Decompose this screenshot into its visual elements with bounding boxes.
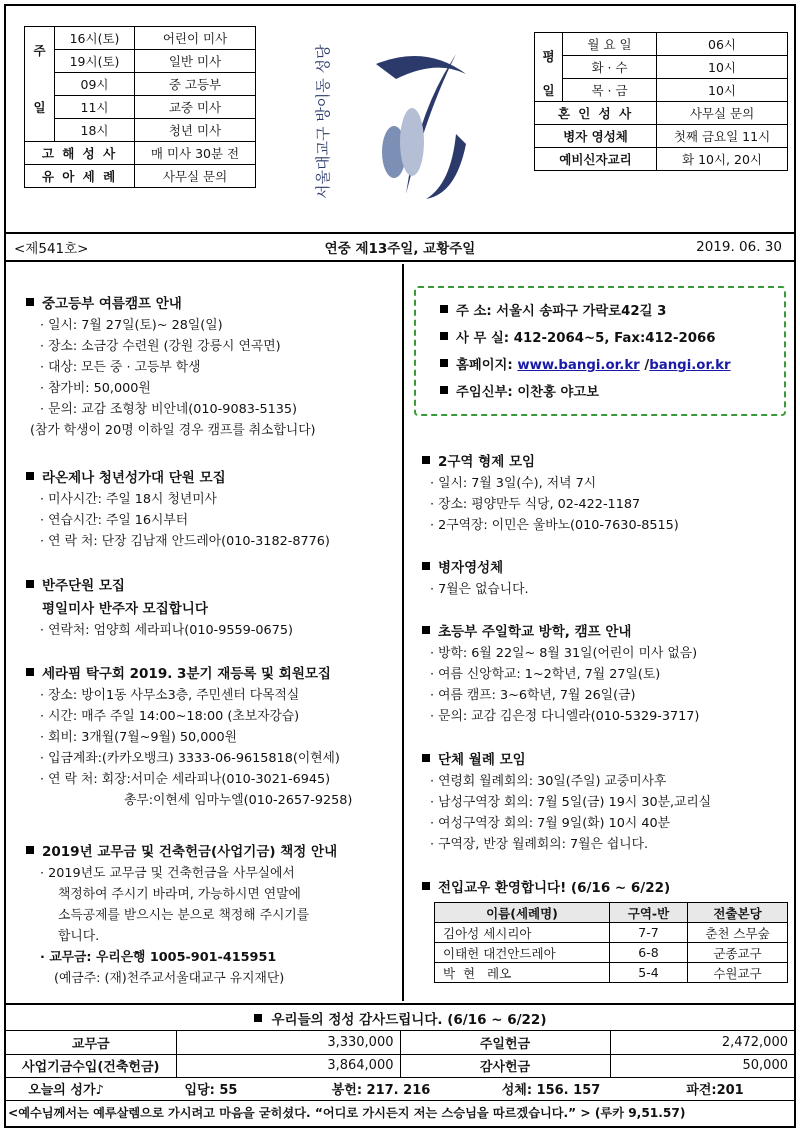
- table-cell: 수원교구: [688, 963, 788, 983]
- section-heading: 반주단원 모집: [42, 578, 125, 594]
- list-item: · 여름 신앙학교: 1~2학년, 7월 27일(토): [430, 667, 661, 682]
- wedding-label: 혼 인 성 사: [535, 102, 657, 125]
- list-item: · 장소: 소금강 수련원 (강원 강릉시 연곡면): [40, 339, 281, 354]
- bullet-square-icon: [26, 298, 34, 306]
- table-cell: 춘천 스무숲: [688, 923, 788, 943]
- list-item: · 연 락 처: 단장 김남재 안드레아(010-3182-8776): [40, 534, 330, 549]
- hymns-row: [6, 1078, 794, 1101]
- weekday-day: 목 · 금: [563, 79, 657, 102]
- section-subheading: 평일미사 반주자 모집합니다: [42, 601, 208, 617]
- sunday-schedule-table: [24, 26, 256, 188]
- finance-label: 사업기금수입(건축헌금): [6, 1054, 176, 1077]
- header: [6, 6, 794, 234]
- mass-time: 19시(토): [55, 50, 135, 73]
- offerings-footer: [6, 1003, 794, 1126]
- confession-value: 매 미사 30분 전: [135, 142, 256, 165]
- pastor: 주임신부: 이찬홍 야고보: [456, 385, 600, 400]
- section-heading: 전입교우 환영합니다! (6/16 ~ 6/22): [438, 880, 671, 896]
- account-line: · 교무금: 우리은행 1005-901-415951: [40, 950, 277, 965]
- table-cell: 5-4: [610, 963, 688, 983]
- list-item: 소득공제를 받으시는 분으로 책정해 주시기를: [58, 908, 310, 923]
- list-item: · 회비: 3개월(7월~9월) 50,000원: [40, 730, 238, 745]
- sick-communion-section: [422, 556, 529, 600]
- bullet-square-icon: [440, 332, 448, 340]
- finance-value: 3,864,000: [176, 1054, 400, 1077]
- title-bar: [6, 234, 794, 262]
- bullet-square-icon: [26, 580, 34, 588]
- bullet-square-icon: [26, 472, 34, 480]
- section-heading: 단체 월례 모임: [438, 752, 526, 768]
- finance-value: 50,000: [610, 1054, 794, 1077]
- right-column: [406, 264, 794, 1001]
- newcomers-section: [422, 876, 670, 899]
- bulletin-frame: [4, 4, 796, 1128]
- confession-label: 고 해 성 사: [25, 142, 135, 165]
- list-item: · 구역장, 반장 월례회의: 7월은 쉽니다.: [430, 837, 649, 852]
- table-cell: 7-7: [610, 923, 688, 943]
- hymn-offertory: 봉헌: 217. 216: [331, 1083, 431, 1098]
- column-header: 전출본당: [688, 903, 788, 923]
- list-item: · 문의: 교감 김은정 다니엘라(010-5329-3717): [430, 709, 700, 724]
- bullet-square-icon: [422, 562, 430, 570]
- camp-section: [26, 292, 316, 441]
- list-item: · 여름 캠프: 3~6학년, 7월 26일(금): [430, 688, 636, 703]
- weekday-time: 06시: [657, 33, 788, 56]
- sick-communion-label: 병자 영성체: [535, 125, 657, 148]
- bullet-square-icon: [422, 626, 430, 634]
- sick-communion-value: 첫째 금요일 11시: [657, 125, 788, 148]
- table-row: [435, 963, 788, 983]
- list-item: · 7월은 없습니다.: [430, 582, 529, 597]
- note: (참가 학생이 20명 이하일 경우 캠프를 취소합니다): [30, 423, 316, 438]
- section-heading: 병자영성체: [438, 560, 504, 576]
- list-item: · 남성구역장 회의: 7월 5일(금) 19시 30분,교리실: [430, 795, 712, 810]
- thanks-heading: 우리들의 정성 감사드립니다. (6/16 ~ 6/22): [271, 1011, 547, 1028]
- logo-text: 서울대교구 방이동 성당: [314, 44, 332, 199]
- list-item: · 문의: 교감 조형창 비안네(010-9083-5135): [40, 402, 298, 417]
- finance-table: [6, 1031, 794, 1078]
- mass-time: 11시: [55, 96, 135, 119]
- office-phone: 사 무 실: 412-2064~5, Fax:412-2066: [456, 331, 716, 346]
- section-heading: 세라핌 탁구회 2019. 3분기 재등록 및 회원모집: [42, 666, 331, 682]
- list-item: · 연습시간: 주일 16시부터: [40, 513, 189, 528]
- district-section: [422, 450, 679, 536]
- weekday-label-top: 평: [535, 33, 563, 79]
- bullet-square-icon: [254, 1014, 262, 1022]
- hymn-entrance: 입당: 55: [184, 1083, 238, 1098]
- bullet-square-icon: [440, 305, 448, 313]
- list-item: · 입금계좌:(카카오뱅크) 3333-06-9615818(이현세): [40, 751, 340, 766]
- section-heading: 2구역 형제 모임: [438, 454, 536, 470]
- bulletin-date: 2019. 06. 30: [696, 239, 782, 255]
- infant-baptism-value: 사무실 문의: [135, 165, 256, 188]
- contact-box: [414, 286, 786, 416]
- mass-name: 중 고등부: [135, 73, 256, 96]
- homepage-label: 홈페이지:: [456, 358, 518, 373]
- table-cell: 군종교구: [688, 943, 788, 963]
- table-row: [435, 943, 788, 963]
- parish-logo: [306, 24, 476, 214]
- weekday-time: 10시: [657, 56, 788, 79]
- list-item: · 2019년도 교무금 및 건축헌금을 사무실에서: [40, 866, 295, 881]
- homepage-link-short[interactable]: bangi.or.kr: [649, 358, 731, 373]
- finance-value: 3,330,000: [176, 1031, 400, 1054]
- list-item: · 연 락 처: 회장:서미순 세라피나(010-3021-6945): [40, 772, 331, 787]
- address: 주 소: 서울시 송파구 가락로42길 3: [456, 304, 667, 319]
- list-item: 합니다.: [58, 929, 100, 944]
- finance-label: 감사헌금: [400, 1054, 610, 1077]
- section-heading: 라온제나 청년성가대 단원 모집: [42, 470, 226, 486]
- list-item: · 연령회 월례회의: 30일(주일) 교중미사후: [430, 774, 667, 789]
- catechumen-value: 화 10시, 20시: [657, 148, 788, 171]
- left-column: [6, 264, 404, 1001]
- hymns-label: 오늘의 성가♪: [28, 1083, 104, 1098]
- scripture-verse: <예수님께서는 예루살렘으로 가시려고 마음을 굳히셨다. “어디로 가시든지 저는 스승님을 따르겠습니다.” > (루카 9,51.57): [8, 1106, 686, 1120]
- weekday-day: 월 요 일: [563, 33, 657, 56]
- account-holder: (예금주: (재)천주교서울대교구 유지재단): [54, 971, 285, 986]
- table-row: [6, 1031, 794, 1054]
- dues-section: [26, 840, 337, 989]
- weekday-label-bottom: 일: [535, 79, 563, 102]
- column-header: 이름(세례명): [435, 903, 610, 923]
- sunday-label-bottom: 일: [25, 73, 55, 142]
- mass-name: 어린이 미사: [135, 27, 256, 50]
- list-item: · 장소: 평양만두 식당, 02-422-1187: [430, 497, 641, 512]
- column-header: 구역-반: [610, 903, 688, 923]
- list-item: · 장소: 방이1동 사무소3층, 주민센터 다목적실: [40, 688, 300, 703]
- table-cell: 김아성 세시리아: [435, 923, 610, 943]
- section-heading: 2019년 교무금 및 건축헌금(사업기금) 책정 안내: [42, 844, 338, 860]
- accompanist-section: [26, 574, 293, 641]
- wedding-value: 사무실 문의: [657, 102, 788, 125]
- list-item: · 미사시간: 주일 18시 청년미사: [40, 492, 217, 507]
- weekday-day: 화 · 수: [563, 56, 657, 79]
- section-heading: 중고등부 여름캠프 안내: [42, 296, 182, 312]
- homepage-link[interactable]: www.bangi.or.kr: [517, 358, 640, 373]
- bullet-square-icon: [440, 386, 448, 394]
- table-cell: 박 현 레오: [435, 963, 610, 983]
- finance-label: 교무금: [6, 1031, 176, 1054]
- bullet-square-icon: [440, 359, 448, 367]
- list-item: 총무:이현세 임마누엘(010-2657-9258): [124, 793, 353, 808]
- list-item: · 일시: 7월 27일(토)~ 28일(일): [40, 318, 223, 333]
- choir-section: [26, 466, 330, 552]
- newcomers-table: [434, 902, 788, 983]
- pingpong-section: [26, 662, 352, 811]
- catechumen-label: 예비신자교리: [535, 148, 657, 171]
- list-item: · 일시: 7월 3일(수), 저녁 7시: [430, 476, 597, 491]
- list-item: · 연락처: 엄양희 세라피나(010-9559-0675): [40, 623, 293, 638]
- finance-value: 2,472,000: [610, 1031, 794, 1054]
- weekday-time: 10시: [657, 79, 788, 102]
- bullet-square-icon: [26, 846, 34, 854]
- sunday-school-section: [422, 620, 699, 727]
- mass-time: 18시: [55, 119, 135, 142]
- infant-baptism-label: 유 아 세 례: [25, 165, 135, 188]
- list-item: · 여성구역장 회의: 7월 9일(화) 10시 40분: [430, 816, 670, 831]
- weekday-schedule-table: [534, 32, 788, 171]
- mass-name: 청년 미사: [135, 119, 256, 142]
- section-heading: 초등부 주일학교 방학, 캠프 안내: [438, 624, 632, 640]
- list-item: · 참가비: 50,000원: [40, 381, 151, 396]
- mass-time: 09시: [55, 73, 135, 96]
- homepage-separator: /: [639, 358, 650, 373]
- mass-name: 교중 미사: [135, 96, 256, 119]
- table-row: [6, 1054, 794, 1077]
- list-item: · 대상: 모든 중 · 고등부 학생: [40, 360, 201, 375]
- table-cell: 이태헌 대건안드레아: [435, 943, 610, 963]
- table-cell: 6-8: [610, 943, 688, 963]
- bullet-square-icon: [422, 882, 430, 890]
- bulletin-title: 연중 제13주일, 교황주일: [324, 241, 476, 257]
- list-item: · 2구역장: 이민은 울바노(010-7630-8515): [430, 518, 679, 533]
- list-item: · 방학: 6월 22일~ 8월 31일(어린이 미사 없음): [430, 646, 698, 661]
- hymn-recessional: 파견:201: [686, 1083, 744, 1098]
- bullet-square-icon: [422, 754, 430, 762]
- mass-name: 일반 미사: [135, 50, 256, 73]
- sunday-label-top: 주: [25, 27, 55, 73]
- hymn-communion: 성체: 156. 157: [501, 1083, 601, 1098]
- meetings-section: [422, 748, 711, 855]
- issue-number: <제541호>: [14, 241, 89, 257]
- finance-label: 주일헌금: [400, 1031, 610, 1054]
- bullet-square-icon: [26, 668, 34, 676]
- bullet-square-icon: [422, 456, 430, 464]
- mass-time: 16시(토): [55, 27, 135, 50]
- list-item: · 시간: 매주 주일 14:00~18:00 (초보자강습): [40, 709, 300, 724]
- table-row: [435, 923, 788, 943]
- list-item: 책정하여 주시기 바라며, 가능하시면 연말에: [58, 887, 301, 902]
